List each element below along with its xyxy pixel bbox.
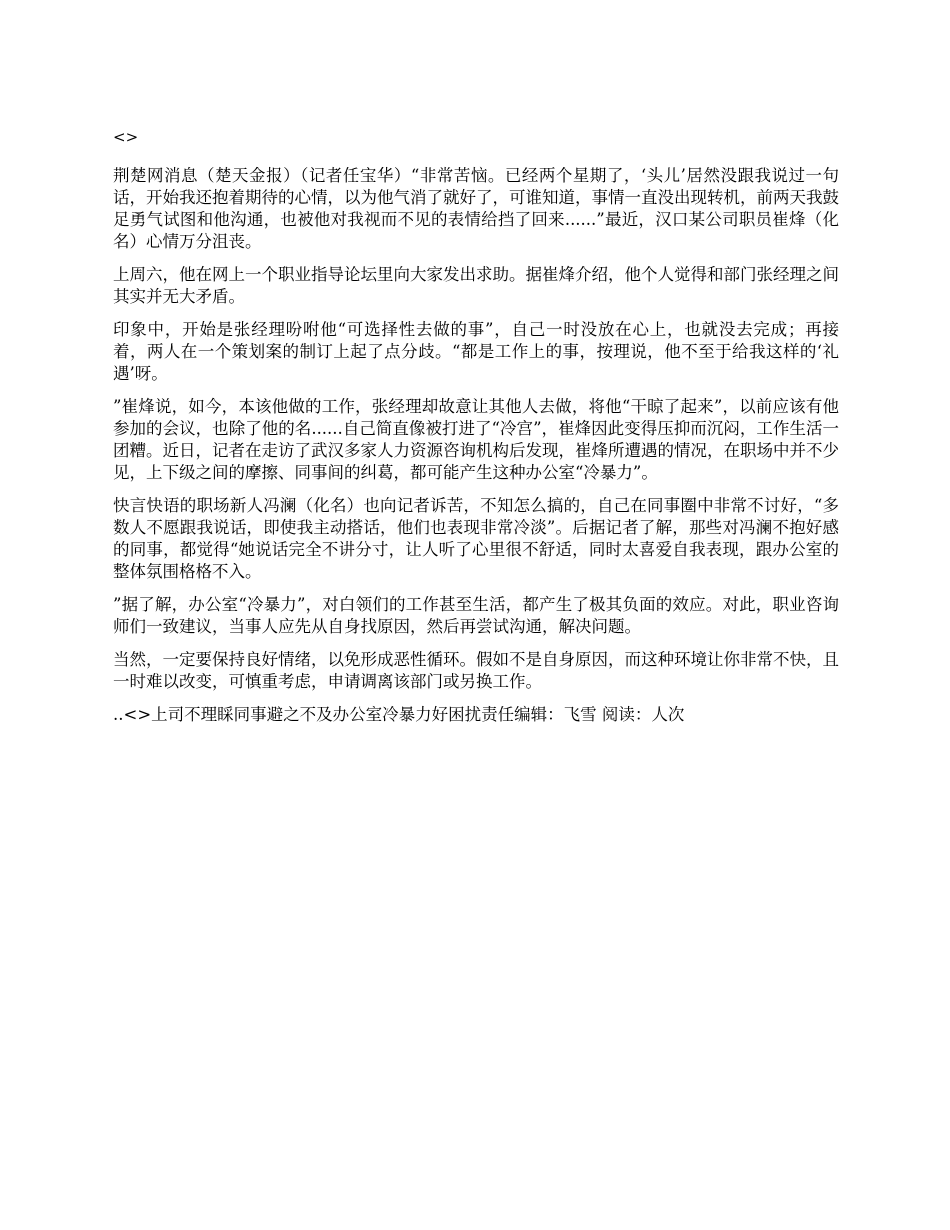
top-marker: <> bbox=[113, 128, 139, 146]
paragraph-7: 当然，一定要保持良好情绪，以免形成恶性循环。假如不是自身原因，而这种环境让你非常不快，且一时难以改变，可慎重考虑，申请调离该部门或另换工作。 bbox=[113, 650, 839, 691]
paragraph-2: 上周六，他在网上一个职业指导论坛里向大家发出求助。据崔烽介绍，他个人觉得和部门张经理之间其实并无大矛盾。 bbox=[113, 265, 839, 306]
paragraph-4: ”崔烽说，如今，本该他做的工作，张经理却故意让其他人去做，将他“干晾了起来”，以前应该有他参加的会议，也除了他的名......自己简直像被打进了“冷宫”，崔烽因此变得压抑而沉闷，工作生活一团糟。近日，记者在走访了武汉多家人力资源咨询机构后发现，崔烽所遭遇的情况，在职场中并不少见，上下级之间的摩擦、同事间的纠葛，都可能产生这种办公室“冷暴力”。 bbox=[113, 397, 839, 482]
paragraph-3: 印象中，开始是张经理吩咐他“可选择性去做的事”，自己一时没放在心上，也就没去完成；再接着，两人在一个策划案的制订上起了点分歧。“都是工作上的事，按理说，他不至于给我这样的‘礼遇’呀。 bbox=[113, 320, 839, 383]
paragraph-1: 荆楚网消息（楚天金报）（记者任宝华）“非常苦恼。已经两个星期了，‘头儿’居然没跟我说过一句话，开始我还抱着期待的心情，以为他气消了就好了，可谁知道，事情一直没出现转机，前两天我鼓足勇气试图和他沟通，也被他对我视而不见的表情给挡了回来......”最近，汉口某公司职员崔烽（化名）心情万分沮丧。 bbox=[113, 166, 839, 251]
footer-line: ..<>上司不理睬同事避之不及办公室冷暴力好困扰责任编辑：飞雪 阅读：人次 bbox=[113, 705, 685, 724]
paragraph-6: ”据了解，办公室“冷暴力”，对白领们的工作甚至生活，都产生了极其负面的效应。对此，职业咨询师们一致建议，当事人应先从自身找原因，然后再尝试沟通，解决问题。 bbox=[113, 595, 839, 636]
article-body bbox=[113, 126, 839, 726]
paragraph-5: 快言快语的职场新人冯澜（化名）也向记者诉苦，不知怎么搞的，自己在同事圈中非常不讨好，“多数人不愿跟我说话，即使我主动搭话，他们也表现非常冷淡”。后据记者了解，那些对冯澜不抱好感的同事，都觉得“她说话完全不讲分寸，让人听了心里很不舒适，同时太喜爱自我表现，跟办公室的整体氛围格格不入。 bbox=[113, 496, 839, 581]
